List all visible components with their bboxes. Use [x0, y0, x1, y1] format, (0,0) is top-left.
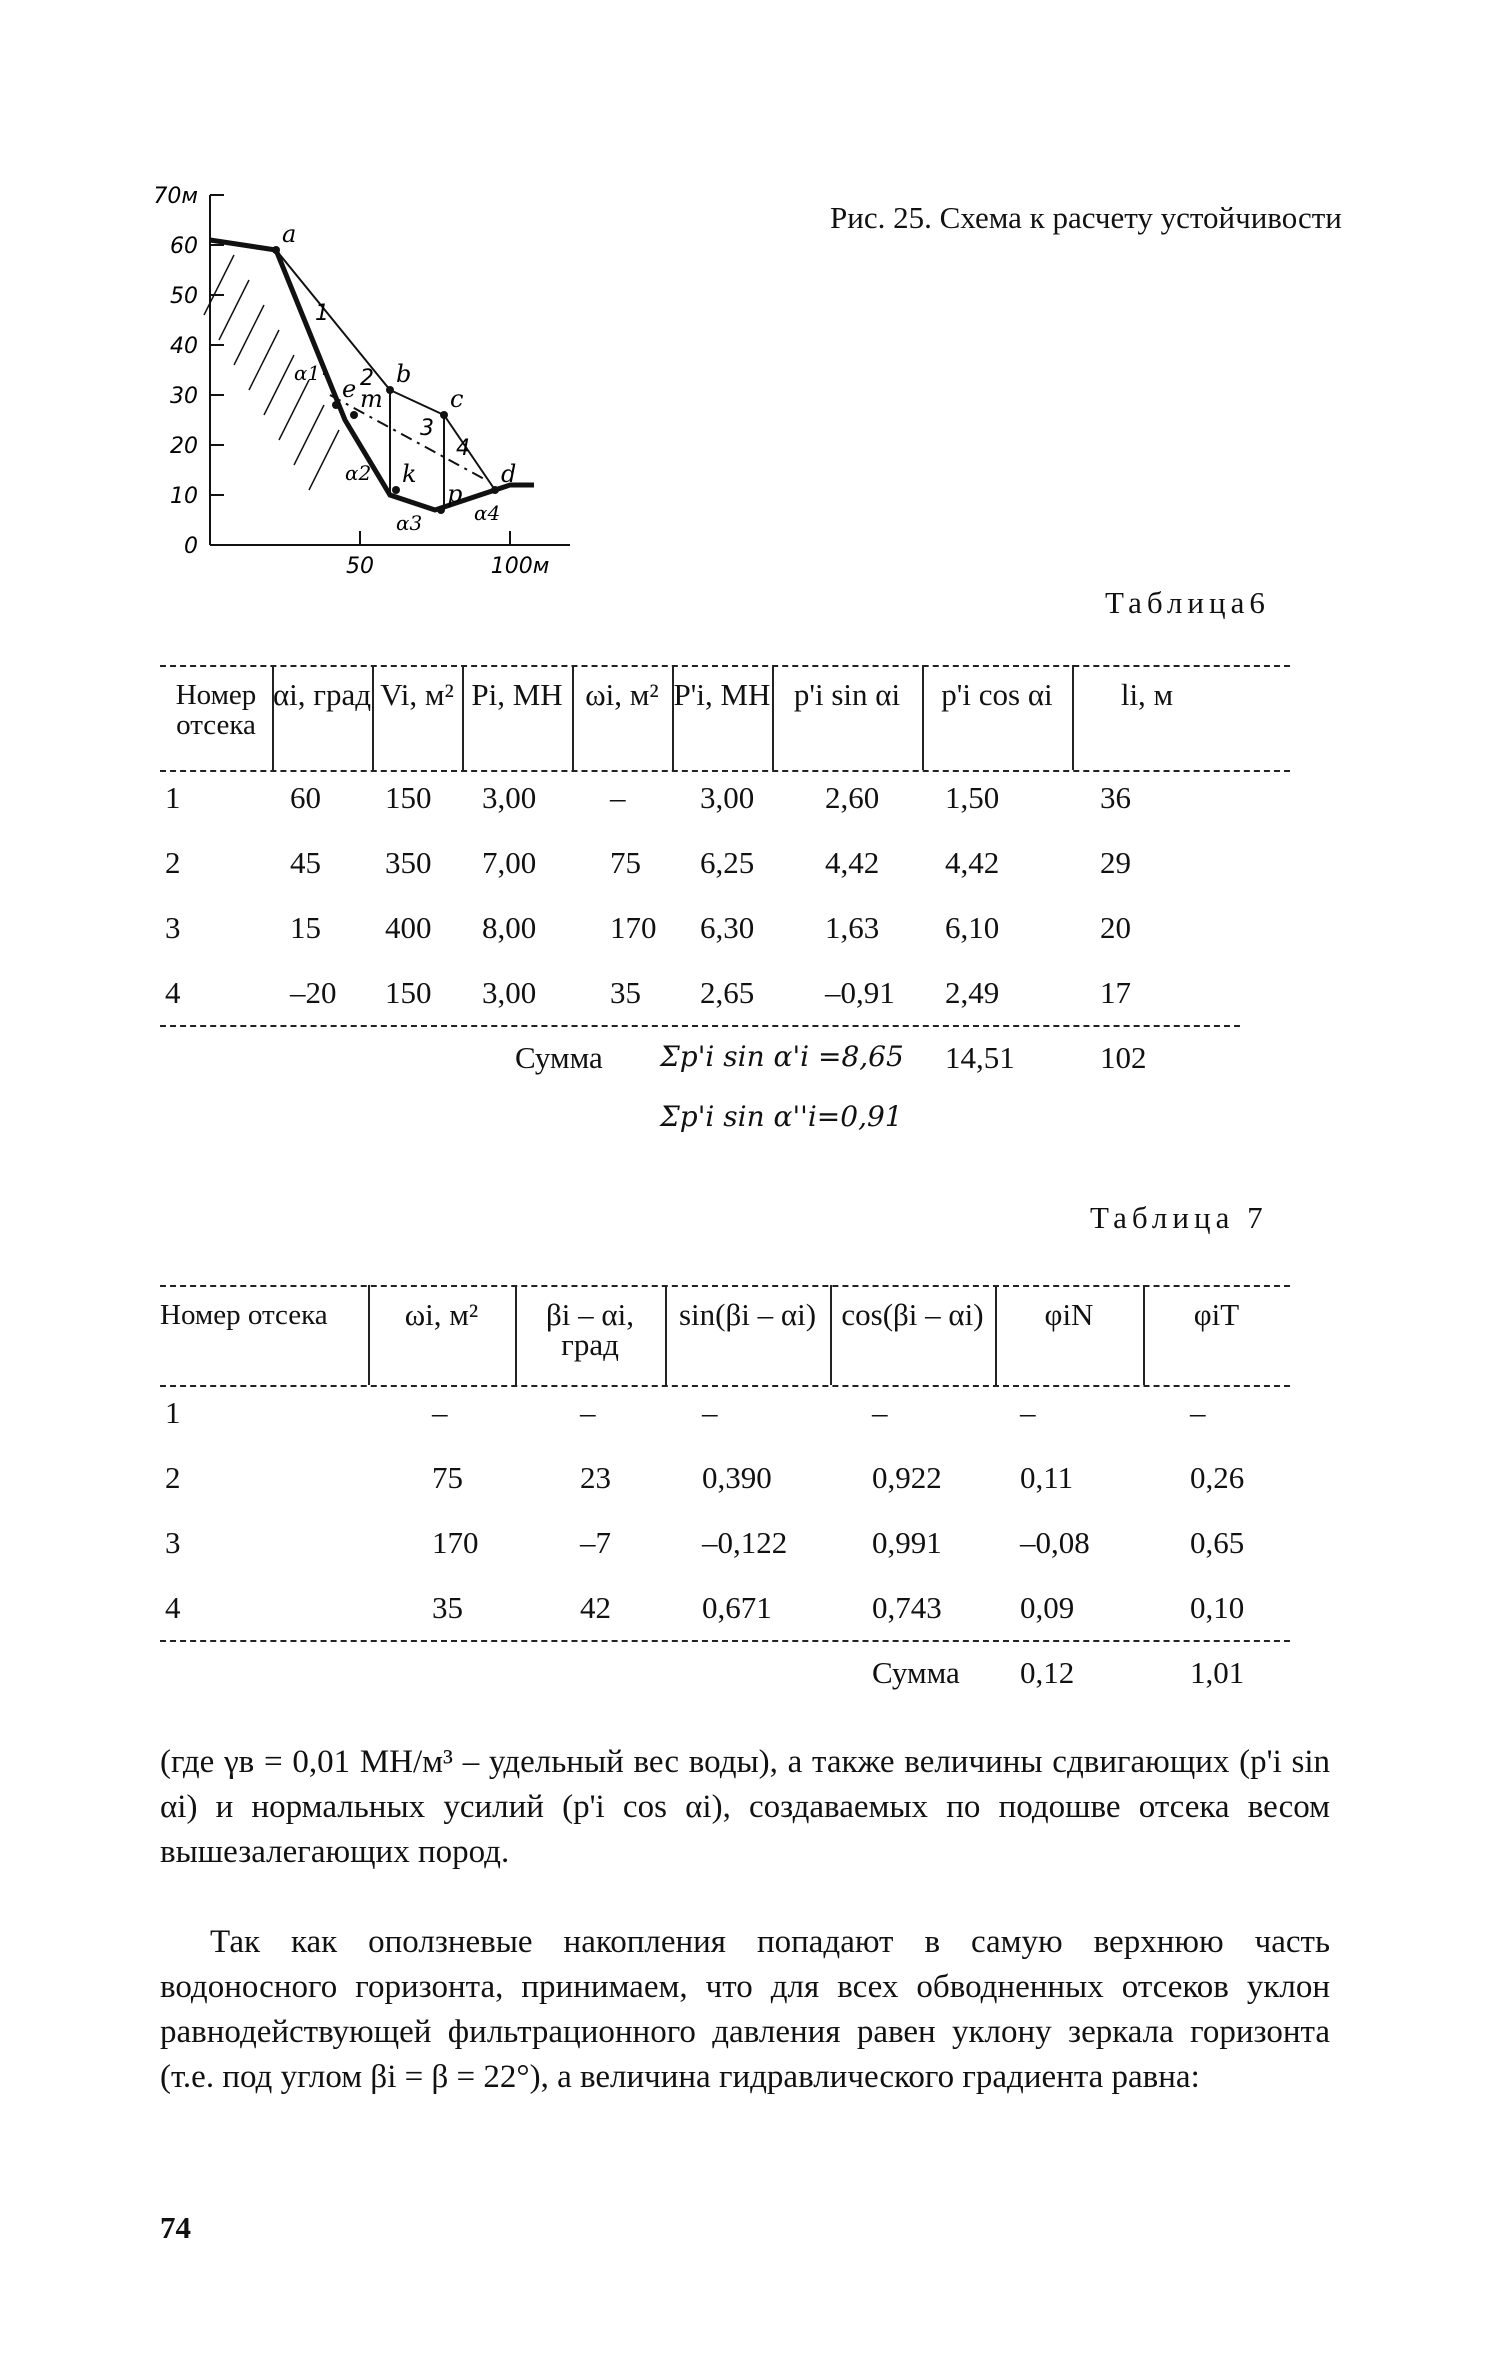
- figure-caption: Рис. 25. Схема к расчету устойчивости: [830, 200, 1342, 235]
- table6-cell: 3,00: [482, 780, 537, 815]
- table6-cell: 35: [610, 975, 641, 1010]
- table7-cell: 0,390: [702, 1460, 772, 1495]
- table6-header-6: p'i sin αi: [793, 677, 901, 712]
- point-label-b: b: [396, 360, 412, 388]
- x-tick-label: 100м: [490, 554, 550, 579]
- table7-cell: –: [872, 1395, 888, 1430]
- table7-header-3: sin(βi – αi): [678, 1297, 817, 1332]
- table6-header-1: αi, град: [272, 677, 372, 712]
- table7-cell: 4: [165, 1590, 181, 1625]
- angle-label-4: α4: [474, 501, 501, 525]
- table6-cell: 3,00: [482, 975, 537, 1010]
- table6-cell: 7,00: [482, 845, 537, 880]
- table6-cell: 1,50: [945, 780, 1000, 815]
- table7-cell: 0,922: [872, 1460, 942, 1495]
- paragraph-filtration: Так как оползневые накопления попадают в самую верхнюю часть водоносного горизонта, принимаем, что для всех обводненных отсеков уклон равнодействующей фильтрационного давления равен уклону зеркала горизонта (т.е. под углом βi = β = 22°), а величина гидравлического градиента равна:: [160, 1924, 1330, 2095]
- table7-top-rule: [160, 1285, 1290, 1287]
- table6-cell: 2: [165, 845, 181, 880]
- table6-cell: 400: [385, 910, 432, 945]
- table7-header-1: ωi, м²: [404, 1297, 479, 1332]
- point-label-p: p: [447, 480, 463, 508]
- table7-cell: 0,671: [702, 1590, 772, 1625]
- table7-header-2: βi – αi, град: [546, 1297, 634, 1362]
- table7-sum-label: Сумма: [872, 1655, 960, 1690]
- table6-cell: 4: [165, 975, 181, 1010]
- table6-cell: 150: [385, 780, 432, 815]
- table6-cell: 17: [1100, 975, 1131, 1010]
- section-label-1: 1: [315, 301, 329, 326]
- table7-cell: 75: [432, 1460, 463, 1495]
- y-tick-label: 0: [184, 534, 198, 559]
- table7-cell: –: [580, 1395, 596, 1430]
- table6-cell: 3: [165, 910, 181, 945]
- table7-cell: 0,11: [1020, 1460, 1074, 1495]
- point-label-d: d: [501, 460, 517, 488]
- table6-cell: –20: [290, 975, 337, 1010]
- table6-cell: 1: [165, 780, 181, 815]
- table6-cell: 8,00: [482, 910, 537, 945]
- table6-cell: 4,42: [945, 845, 1000, 880]
- table6-header-0: Номер отсека: [175, 679, 257, 741]
- table6-cell: 75: [610, 845, 641, 880]
- table7-cell: 0,991: [872, 1525, 942, 1560]
- table7-bottom-rule: [160, 1640, 1290, 1642]
- table6-cell: –: [610, 780, 626, 815]
- y-tick-label: 10: [170, 484, 198, 509]
- y-tick-label: 20: [170, 434, 198, 459]
- table7-cell: 35: [432, 1590, 463, 1625]
- table6-sum-sin2: Σp'i sin α''i=0,91: [660, 1100, 903, 1133]
- table6-cell: 6,25: [700, 845, 755, 880]
- table7-header-rule: [160, 1385, 1290, 1387]
- table6-sum-cos: 14,51: [945, 1040, 1015, 1075]
- table7-cell: 0,65: [1190, 1525, 1245, 1560]
- table7-title: Таблица 7: [1090, 1200, 1268, 1235]
- table7-cell: –: [432, 1395, 448, 1430]
- table6-cell: 1,63: [825, 910, 880, 945]
- y-tick-label: 30: [170, 384, 198, 409]
- table6-cell: 6,30: [700, 910, 755, 945]
- table6-cell: 36: [1100, 780, 1131, 815]
- y-tick-label: 40: [170, 334, 198, 359]
- point-label-e: e: [342, 375, 357, 403]
- point-label-k: k: [402, 460, 417, 488]
- table6-title: Таблица6: [1105, 585, 1270, 620]
- table7-cell: 0,26: [1190, 1460, 1245, 1495]
- table7-cell: 0,10: [1190, 1590, 1245, 1625]
- table6-sum-label: Сумма: [515, 1040, 603, 1075]
- table7-cell: –0,08: [1020, 1525, 1090, 1560]
- table6-cell: 3,00: [700, 780, 755, 815]
- angle-label-2: α2: [345, 461, 372, 485]
- table7-cell: –: [702, 1395, 718, 1430]
- table7-cell: –7: [580, 1525, 611, 1560]
- page-number: 74: [160, 2210, 191, 2245]
- table7-cell: 0,09: [1020, 1590, 1075, 1625]
- section-label-4: 4: [456, 436, 470, 461]
- table7-cell: 2: [165, 1460, 181, 1495]
- table6-cell: 20: [1100, 910, 1131, 945]
- table7-cell: 23: [580, 1460, 611, 1495]
- table7-cell: –: [1020, 1395, 1036, 1430]
- table7-cell: 42: [580, 1590, 611, 1625]
- y-tick-label: 50: [170, 284, 198, 309]
- table6-header-7: p'i cos αi: [941, 677, 1053, 712]
- table6-cell: 350: [385, 845, 432, 880]
- angle-label-3: α3: [396, 511, 423, 535]
- table7-cell: 1: [165, 1395, 181, 1430]
- table7-cell: –0,122: [702, 1525, 788, 1560]
- table6-cell: 15: [290, 910, 321, 945]
- table7-cell: –: [1190, 1395, 1206, 1430]
- table7-sum-n: 0,12: [1020, 1655, 1075, 1690]
- table6-cell: 2,65: [700, 975, 755, 1010]
- table6-cell: 29: [1100, 845, 1131, 880]
- point-label-c: c: [450, 385, 464, 413]
- point-label-a: a: [282, 220, 297, 248]
- table7-header-4: cos(βi – αi): [841, 1297, 984, 1332]
- table6-sum-l: 102: [1100, 1040, 1147, 1075]
- section-label-2: 2: [360, 366, 374, 391]
- table6-cell: 150: [385, 975, 432, 1010]
- table6-header-3: Pi, МН: [471, 677, 563, 712]
- paragraph-water-weight: (где γв = 0,01 МН/м³ – удельный вес воды), а также величины сдвигающих (p'i sin αi) и нормальных усилий (p'i cos αi), создаваемых по подошве отсека весом вышезалегающих пород.: [160, 1744, 1330, 1870]
- angle-label-1: α1: [294, 361, 321, 385]
- section-label-3: 3: [420, 416, 434, 441]
- table6-header-4: ωi, м²: [585, 677, 659, 712]
- table6-header-2: Vi, м²: [380, 677, 454, 712]
- table6-cell: 45: [290, 845, 321, 880]
- table7-header-5: φiN: [1044, 1297, 1094, 1332]
- table6-cell: 60: [290, 780, 321, 815]
- table7-cell: 3: [165, 1525, 181, 1560]
- y-tick-label: 70м: [153, 184, 198, 209]
- table7-header-0: Номер отсека: [160, 1299, 328, 1331]
- table6-sum-sin: Σp'i sin α'i =8,65: [660, 1040, 904, 1073]
- table6-header-8: li, м: [1120, 677, 1174, 712]
- table6-header-5: P'i, МН: [673, 677, 771, 712]
- point-label-m: m: [360, 385, 383, 413]
- x-tick-label: 50: [346, 554, 374, 579]
- table6-cell: 170: [610, 910, 657, 945]
- table6-cell: 2,60: [825, 780, 880, 815]
- table7-sum-t: 1,01: [1190, 1655, 1245, 1690]
- table7-cell: 0,743: [872, 1590, 942, 1625]
- table6-cell: 4,42: [825, 845, 880, 880]
- table6-cell: 2,49: [945, 975, 1000, 1010]
- y-tick-label: 60: [170, 234, 198, 259]
- table7-header-6: φiT: [1193, 1297, 1240, 1332]
- table7-cell: 170: [432, 1525, 479, 1560]
- table6-cell: 6,10: [945, 910, 1000, 945]
- table6-cell: –0,91: [825, 975, 895, 1010]
